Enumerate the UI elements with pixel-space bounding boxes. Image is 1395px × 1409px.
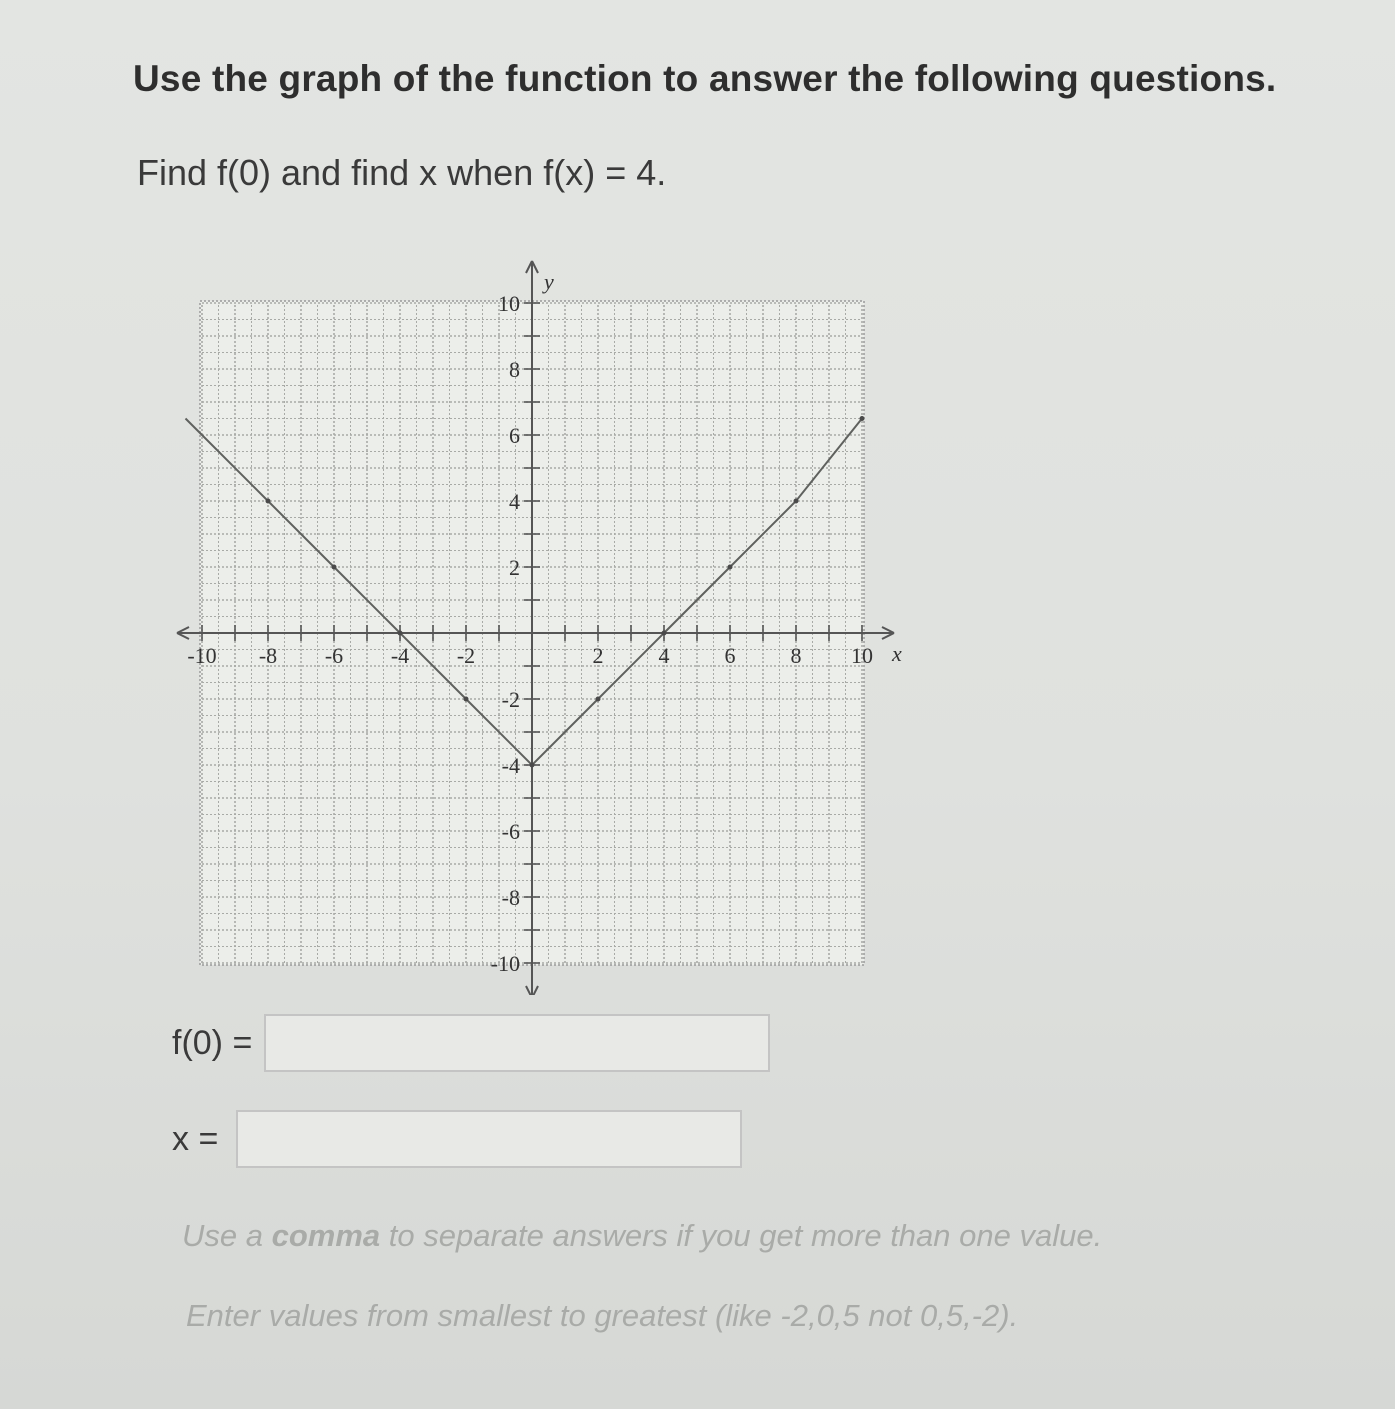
y-tick-label: -4: [501, 753, 520, 778]
y-axis-label: y: [544, 269, 554, 294]
x-tick-label: 8: [790, 643, 802, 668]
hint-comma-suffix: to separate answers if you get more than one value.: [380, 1218, 1103, 1253]
data-point: [860, 416, 865, 421]
hint-comma: [182, 1218, 1102, 1254]
data-point: [398, 631, 403, 636]
x-input[interactable]: [236, 1110, 742, 1168]
f0-input[interactable]: [264, 1014, 770, 1072]
page-heading: Use the graph of the function to answer the following questions.: [133, 58, 1277, 99]
y-tick-label: 6: [509, 423, 520, 448]
x-tick-label: -2: [456, 643, 476, 668]
x-tick-label: 2: [592, 643, 604, 668]
data-point: [530, 763, 535, 768]
x-tick-label: -4: [390, 643, 410, 668]
y-tick-label: 10: [498, 291, 520, 316]
x-tick-label: -10: [187, 643, 217, 668]
f0-label: f(0) =: [172, 1023, 253, 1062]
x-axis-label: x: [892, 641, 902, 666]
data-point: [332, 565, 337, 570]
x-tick-label: -6: [324, 643, 344, 668]
hint-comma-prefix: Use a: [182, 1218, 272, 1253]
data-point: [662, 631, 667, 636]
question-text: Find f(0) and find x when f(x) = 4.: [137, 152, 667, 193]
data-point: [596, 697, 601, 702]
hint-comma-bold: comma: [271, 1218, 381, 1253]
function-graph: [150, 235, 910, 995]
data-point: [794, 499, 799, 504]
hint-order: Enter values from smallest to greatest (like -2,0,5 not 0,5,-2).: [186, 1298, 1019, 1333]
x-label: x =: [172, 1119, 219, 1158]
y-tick-label: 8: [509, 357, 520, 382]
x-tick-label: 10: [851, 643, 873, 668]
y-tick-label: -6: [501, 819, 520, 844]
x-tick-label: 6: [724, 643, 736, 668]
x-tick-label: 4: [658, 643, 670, 668]
data-point: [728, 565, 733, 570]
f0-answer-row: [172, 1014, 770, 1072]
x-tick-label: -8: [258, 643, 278, 668]
y-tick-label: 2: [509, 555, 520, 580]
x-answer-row: [172, 1110, 742, 1168]
y-tick-label: 4: [509, 489, 520, 514]
y-tick-label: -2: [501, 687, 520, 712]
data-point: [464, 697, 469, 702]
y-tick-label: -8: [501, 885, 520, 910]
data-point: [266, 499, 271, 504]
y-tick-label: -10: [490, 951, 520, 976]
